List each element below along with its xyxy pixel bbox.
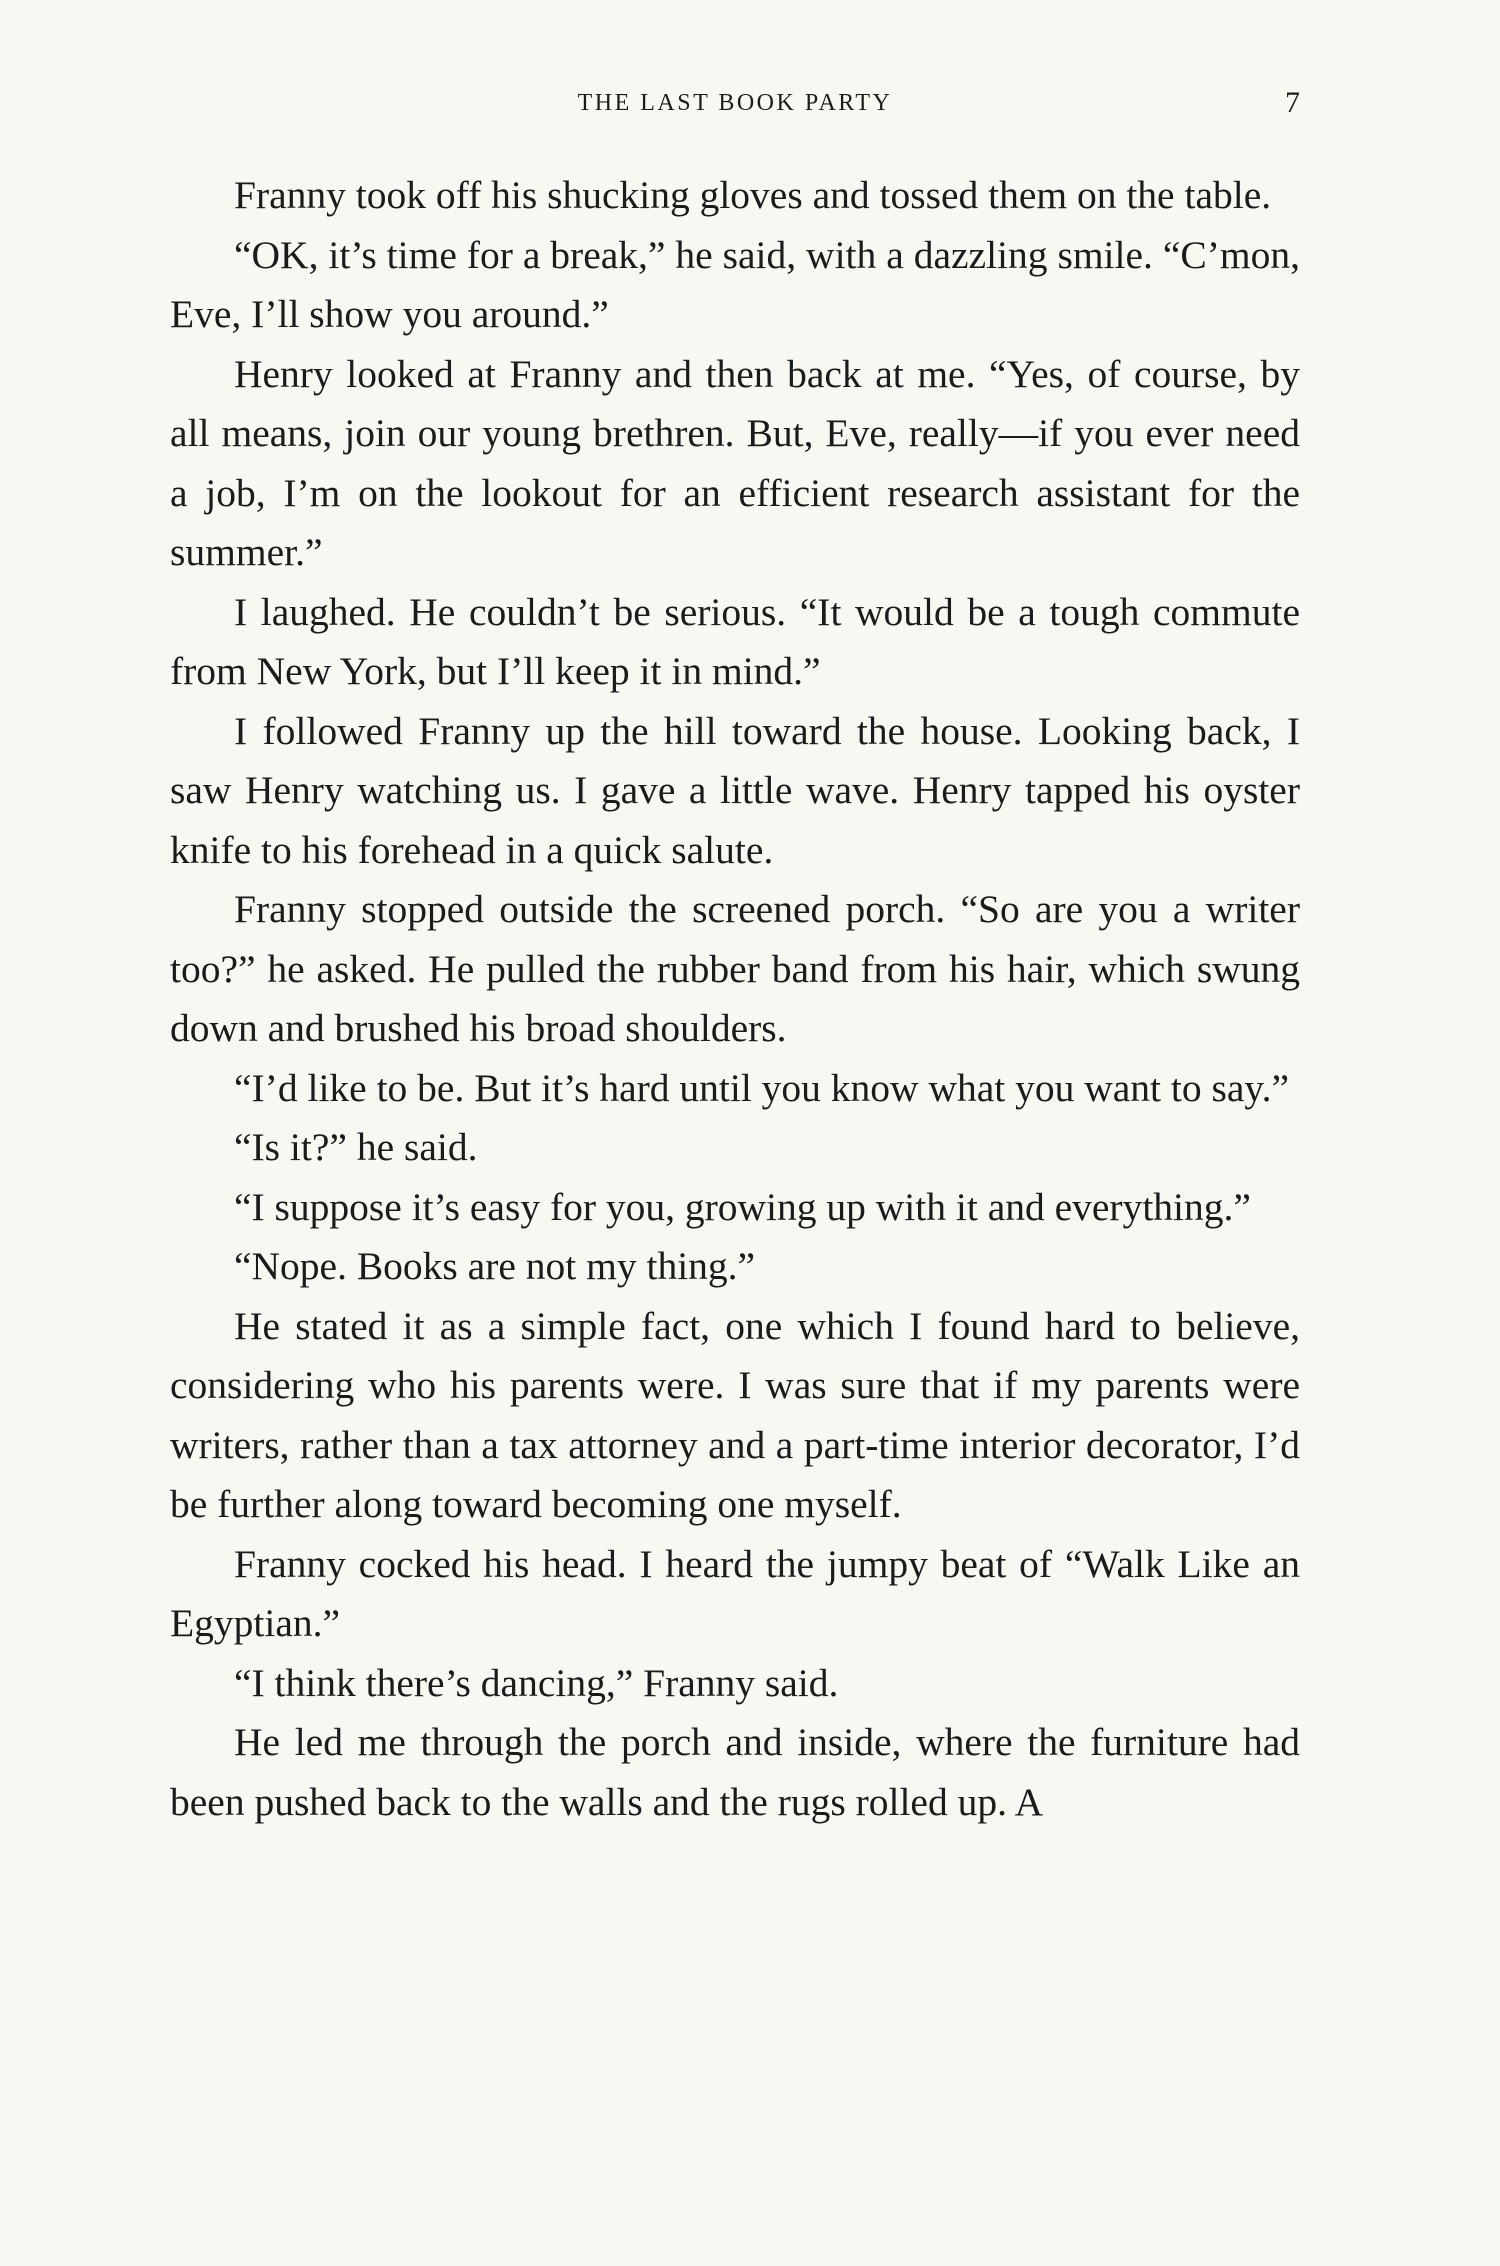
paragraph: Franny cocked his head. I heard the jumpy beat of “Walk Like an Egyptian.” [170,1541,1300,1645]
paragraph: Franny stopped outside the screened porch. “So are you a writer too?” he asked. He pulled the rubber band from his hair, which swung down and brushed his broad shoulders. [170,887,1300,1050]
paragraph: “OK, it’s time for a break,” he said, with a dazzling smile. “C’mon, Eve, I’ll show you around.” [170,232,1300,336]
paragraph: Henry looked at Franny and then back at me. “Yes, of course, by all means, join our young brethren. But, Eve, really—if you ever need a job, I’m on the lookout for an efficient research assistant for the summer.” [170,351,1300,574]
page-number: 7 [1285,86,1300,119]
paragraph: “I think there’s dancing,” Franny said. [234,1660,839,1705]
paragraph: “Nope. Books are not my thing.” [234,1244,756,1288]
body-text [170,166,1300,1832]
paragraph: Franny took off his shucking gloves and tossed them on the table. [234,173,1272,217]
paragraph: He stated it as a simple fact, one which I found hard to believe, considering who his parents were. I was sure that if my parents were writers, rather than a tax attorney and a part-time interior decorator, I’d be further along toward becoming one myself. [170,1303,1300,1526]
paragraph: “I’d like to be. But it’s hard until you know what you want to say.” [234,1065,1289,1110]
paragraph: “Is it?” he said. [234,1125,478,1169]
paragraph: “I suppose it’s easy for you, growing up with it and everything.” [234,1184,1251,1229]
book-title: THE LAST BOOK PARTY [577,90,893,116]
paragraph: I followed Franny up the hill toward the house. Looking back, I saw Henry watching us. I gave a little wave. Henry tapped his oyster knife to his forehead in a quick salute. [170,708,1300,872]
paragraph: He led me through the porch and inside, where the furniture had been pushed back to the walls and the rugs rolled up. A [170,1720,1300,1824]
paragraph: I laughed. He couldn’t be serious. “It would be a tough commute from New York, but I’ll keep it in mind.” [170,589,1300,693]
running-head [170,86,1300,126]
